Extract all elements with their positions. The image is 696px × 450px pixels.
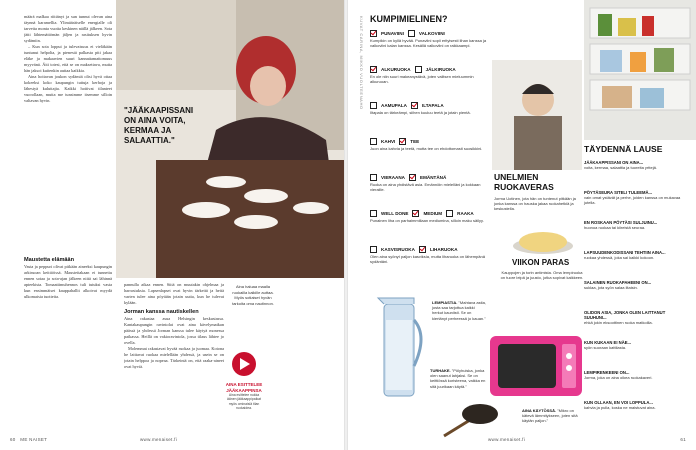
photo-credit: KUVAT CARINA, MIKKO VUOLTEENAHO bbox=[359, 16, 364, 110]
choice-option-label: JÄLKIRUOKA bbox=[425, 66, 456, 72]
choice-option-label: WELL DONE bbox=[381, 210, 409, 216]
fridge-play-icon bbox=[224, 350, 264, 378]
fridge-badge bbox=[224, 350, 264, 422]
checkbox-icon bbox=[370, 102, 377, 109]
week-best-head: VIIKON PARAS bbox=[512, 258, 570, 267]
caption-aina-kaytossa bbox=[522, 408, 582, 424]
choice-explanation: Punainen liha on parhaimmillaan mediumina, silloin maku säilyy. bbox=[370, 218, 484, 223]
section-subhead: Jorman kanssa nautiskellen bbox=[124, 309, 199, 315]
magazine-name: ME NAISET bbox=[20, 437, 48, 442]
body-paragraph: – Kun sota loppui ja tulevaisuus ei vieläkään tuntunut helpolta, ja pienestä palkasta piti jakaa eläke ja makaavien suuri kannattamattomuus myyvänä. Äiti totesi, että se on maksettava, mutta hän jaksoi kuitenkin auttaa kaikkia. bbox=[24, 44, 112, 73]
choice-options bbox=[370, 102, 490, 109]
body-paragraph: pannulla aikaa ennen. Siitä on muutakin ohjelmaa ja harrastuksia. Lapsenlapset ovat hyvin tärkeitä ja heitä varten tulee aina pöytään jotain uutta, kun he tulevat kylään. bbox=[124, 282, 224, 305]
choice-option-label: VIERAANA bbox=[381, 174, 405, 180]
checkbox-icon bbox=[370, 210, 377, 217]
checkbox-icon bbox=[408, 30, 415, 37]
left-page bbox=[0, 0, 344, 450]
photo-caption: Aina haluaa maalla ruokailla kaikille auttaa. Myös sotiaiset hyvän tarkoita oma nautinnon. bbox=[232, 284, 274, 306]
website-url: www.menaiset.fi bbox=[140, 437, 178, 442]
tip-question: LAPSUUDENKODISSANI TEHTIIN AINA... bbox=[584, 250, 666, 255]
tip-item bbox=[584, 340, 686, 350]
article-column-1 bbox=[24, 14, 112, 254]
choice-options bbox=[370, 210, 490, 217]
page-number: 60 bbox=[10, 437, 16, 442]
choices-title: KUMPIMIELINEN? bbox=[370, 14, 448, 24]
tip-answer: Jorma, joka on aina oikea ruokakaveri. bbox=[584, 375, 653, 381]
caption-aina-kaytossa-text: "Mikro on kätevä lämmitykseen, joten sitä käytän paljon." bbox=[522, 408, 578, 424]
body-paragraph: Aina rakastaa asua Helsingin keskustassa. Kantakaupungin ravintolat ovat aina kävelymatkan päässä ja yhdessä Jorman kanssa tulee käytyä monessa paikassa. Heillä on vakioravintola, jossa tilaus lähtee jo ovella. bbox=[124, 316, 224, 345]
choice-option-label: LIHARUOKA bbox=[429, 246, 458, 252]
caption-turhake-label: TURHAKE. bbox=[430, 368, 451, 373]
page-number: 61 bbox=[680, 437, 686, 442]
badge-subtitle: Aina esittelee nukka äänen jääkaappipaikat myös ominaisiä tilan ruokaidea. bbox=[227, 393, 261, 411]
tip-item bbox=[584, 280, 686, 290]
choice-item bbox=[370, 210, 490, 223]
article-column-2 bbox=[124, 282, 224, 432]
checkbox-icon bbox=[415, 66, 422, 73]
microwave-image bbox=[488, 330, 584, 402]
choice-options bbox=[370, 66, 490, 73]
body-paragraph: Aina hoitavan joukon sydämiä olisi hyvä ottaa kokeeksi koko kaupungin tuttuja kerhoja ja lähestyä kuluttajia. Kaikki hoitivat tilanteet vuorollaan, mutta me tunsimme itsemme silloin valtavan hyvin. bbox=[24, 74, 112, 103]
tip-answer: kahvia ja pulla, koska ne maistuvat aina. bbox=[584, 405, 656, 411]
caption-aina-kaytossa-label: AINA KÄYTÖSSÄ. bbox=[522, 408, 557, 413]
dish-image bbox=[510, 220, 576, 256]
choice-option-label: MEDIUM bbox=[423, 210, 443, 216]
tip-answer: ruokaa yhdessä, joka sai kaikki kokoon. bbox=[584, 255, 655, 261]
week-best-text: Kauppojen ja torin antimista. Oma lempiruoka on tuore leipä ja juusto, jotka sopivat kaikkeen. bbox=[500, 270, 584, 281]
portrait-photo bbox=[492, 60, 582, 170]
checkbox-icon bbox=[370, 174, 377, 181]
choice-option-label: RAAKA bbox=[457, 210, 474, 216]
tip-answer: huonoa ruokaa tai kiireistä seuraa. bbox=[584, 225, 646, 231]
choice-option-label: KAHVI bbox=[381, 138, 396, 144]
choice-explanation: Kumpikin on kyllä hyvää. Punaviini sopii erityisesti lihan kanssa ja valkoviini kalan kanssa. Kesällä valkoviini on raikkaampi. bbox=[370, 38, 487, 49]
choice-item bbox=[370, 30, 490, 49]
choice-explanation: Iltapala on tärkeämpi, siihen kuuluu teetä ja jotain pientä. bbox=[370, 110, 471, 115]
choice-option-label: PUNAVIINI bbox=[381, 30, 404, 36]
checkbox-icon bbox=[370, 246, 377, 253]
tip-item bbox=[584, 370, 686, 380]
checked-checkbox-icon bbox=[412, 210, 419, 217]
checkbox-icon bbox=[446, 210, 453, 217]
choice-item bbox=[370, 246, 490, 265]
tip-question: KUN KUKAAN EI NÄE... bbox=[584, 340, 631, 345]
tip-question: SALAINEN RUOKAPAHEENI ON... bbox=[584, 280, 652, 285]
tip-answer: suklaa, jota syön salaa iltaisin. bbox=[584, 285, 638, 291]
choice-option-label: TEE bbox=[410, 138, 420, 144]
pull-quote: "JÄÄKAAPISSANI ON AINA VOITA, KERMAA JA SALAATTIA." bbox=[124, 106, 194, 145]
tip-item bbox=[584, 250, 686, 260]
tip-answer: ehkä jokin eksoottinen ruoka matkoilla. bbox=[584, 320, 653, 326]
tip-question: KUN OLLAAN, EN VOI LOPPULA... bbox=[584, 400, 653, 405]
choice-option-label: ALKURUOKA bbox=[381, 66, 411, 72]
choice-options bbox=[370, 246, 490, 253]
tip-item bbox=[584, 220, 686, 230]
choice-option-label: VALKOVIINI bbox=[418, 30, 445, 36]
article-column-1b bbox=[24, 256, 112, 436]
choice-options bbox=[370, 138, 490, 145]
choice-item bbox=[370, 138, 490, 151]
tip-answer: voita, kermaa, salaattia ja tuoreita yrttejä. bbox=[584, 165, 657, 171]
choice-item bbox=[370, 102, 490, 115]
body-paragraph: Molemmat rakastavat hyvää ruokaa ja juomaa. Kotona he laittavat ruokaa mielellään yhdessä, ja usein se on jotain helppoa ja nopeaa. Tärkeintä on, että raaka-aineet ovat hyviä. bbox=[124, 346, 224, 369]
website-url: www.menaiset.fi bbox=[488, 437, 526, 442]
badge-title-line1: AINA ESITTELEE bbox=[225, 382, 263, 387]
pitcher-image bbox=[370, 296, 432, 416]
choice-explanation: Juon aina kahvia ja teetä, mutta tee on ehdottomasti suosikkini. bbox=[370, 146, 483, 151]
choice-explanation: En ole niin suuri makeanystävä, joten valitsen mieluummin alkuruoan. bbox=[370, 74, 474, 85]
checked-checkbox-icon bbox=[399, 138, 406, 145]
checked-checkbox-icon bbox=[411, 102, 418, 109]
choice-option-label: EMÄNTÄNÄ bbox=[420, 174, 447, 180]
tip-item bbox=[584, 160, 686, 170]
right-page bbox=[348, 0, 696, 450]
tip-answer: syön suoraan kattilasta. bbox=[584, 345, 627, 351]
choice-item bbox=[370, 174, 490, 193]
checked-checkbox-icon bbox=[370, 66, 377, 73]
tips-title: TÄYDENNÄ LAUSE bbox=[584, 144, 663, 154]
choice-option-label: KASVISRUOKA bbox=[381, 246, 415, 252]
caption-lempiastia-label: LEMPIASTIA. bbox=[432, 300, 458, 305]
choice-explanation: Ruoka on aina yhdistävä asia. Emännöin mielelläni ja kokkaan vieraille. bbox=[370, 182, 481, 193]
dinner-guest-text: Jorma Uotinen, jota hän on tuntenut pitkään ja jonka kanssa on hauska jakaa ruokahetkiä ja keskustella. bbox=[494, 196, 576, 212]
tip-answer: vain omat ystävät ja perhe, joiden kanssa on mukavaa jutella. bbox=[584, 195, 681, 206]
caption-turhake bbox=[430, 368, 490, 389]
tip-question: EN ROSKAAN PÖYTÄSI SULJUINU... bbox=[584, 220, 658, 225]
checked-checkbox-icon bbox=[419, 246, 426, 253]
checkbox-icon bbox=[370, 138, 377, 145]
choice-explanation: Olen aina syönyt paljon kasviksia, mutta liharuoka on lähempänä sydäntäni. bbox=[370, 254, 485, 265]
tip-question: OLIDON ASIA, JONKA OLEN LAITTANUT SUUHUNI... bbox=[584, 310, 666, 321]
body-paragraph: Vasta ja peppuri olivat pitkään aineeksi kaupungin arkiruoan keittiöissä. Mausteitakaan ei tunnettu ennen sotaa ja sota-ajan jälkeen niitä sai lähinnä apteekista. Tomaattimuhennos tuli tutuksi vasta kun ensimmäiset kauppahallit alkoivat myydä ulkomaisia tuotteita. bbox=[24, 264, 112, 299]
caption-lempiastia bbox=[432, 300, 486, 321]
choice-options bbox=[370, 30, 490, 37]
checked-checkbox-icon bbox=[370, 30, 377, 37]
tip-item bbox=[584, 400, 686, 410]
checked-checkbox-icon bbox=[409, 174, 416, 181]
choice-options bbox=[370, 174, 490, 181]
tip-question: LEMPIRENKEENI ON... bbox=[584, 370, 630, 375]
section-subhead: Maustetta elämään bbox=[24, 257, 75, 263]
tip-item bbox=[584, 310, 686, 326]
badge-title-line2: JÄÄKAAPPINSA bbox=[226, 387, 262, 393]
caption-lempiastia-text: "Mahtava astia, josta saa tarjottua kaikki herkut kauniisti. Se on kiertänyt perheessä jo kauan." bbox=[432, 300, 486, 321]
body-paragraph: määrä malkaa riittänyt ja sun tunnut olevan aina täynnä karamellia. Ylimääräiselle energialle oli tarvetta monta vuotta keskinen näillä jälkeen. Sota jätti lähtemättömän jäljen ja rasituksen hyvin sydämiin. bbox=[24, 14, 112, 43]
tip-question: JÄÄKAAPPISSANI ON AINA... bbox=[584, 160, 644, 165]
tip-item bbox=[584, 190, 686, 206]
fridge-interior-photo bbox=[584, 0, 696, 140]
duster-image bbox=[440, 400, 500, 440]
choice-option-label: ILTAPALA bbox=[421, 102, 444, 108]
choice-item bbox=[370, 66, 490, 85]
caption-turhake-text: "Pölyhuiska, jonka olen saanut lahjaksi. Se on keittiössä koristeena, vaikka en sitä juurikaan käytä." bbox=[430, 368, 486, 389]
tip-question: PÖYTÄSEURA SITELI TULEEMÄ... bbox=[584, 190, 653, 195]
choice-option-label: AAMUPALA bbox=[381, 102, 407, 108]
folio-left bbox=[10, 437, 47, 442]
dinner-guest-head: UNELMIEN RUOKAVERAS bbox=[494, 172, 554, 192]
